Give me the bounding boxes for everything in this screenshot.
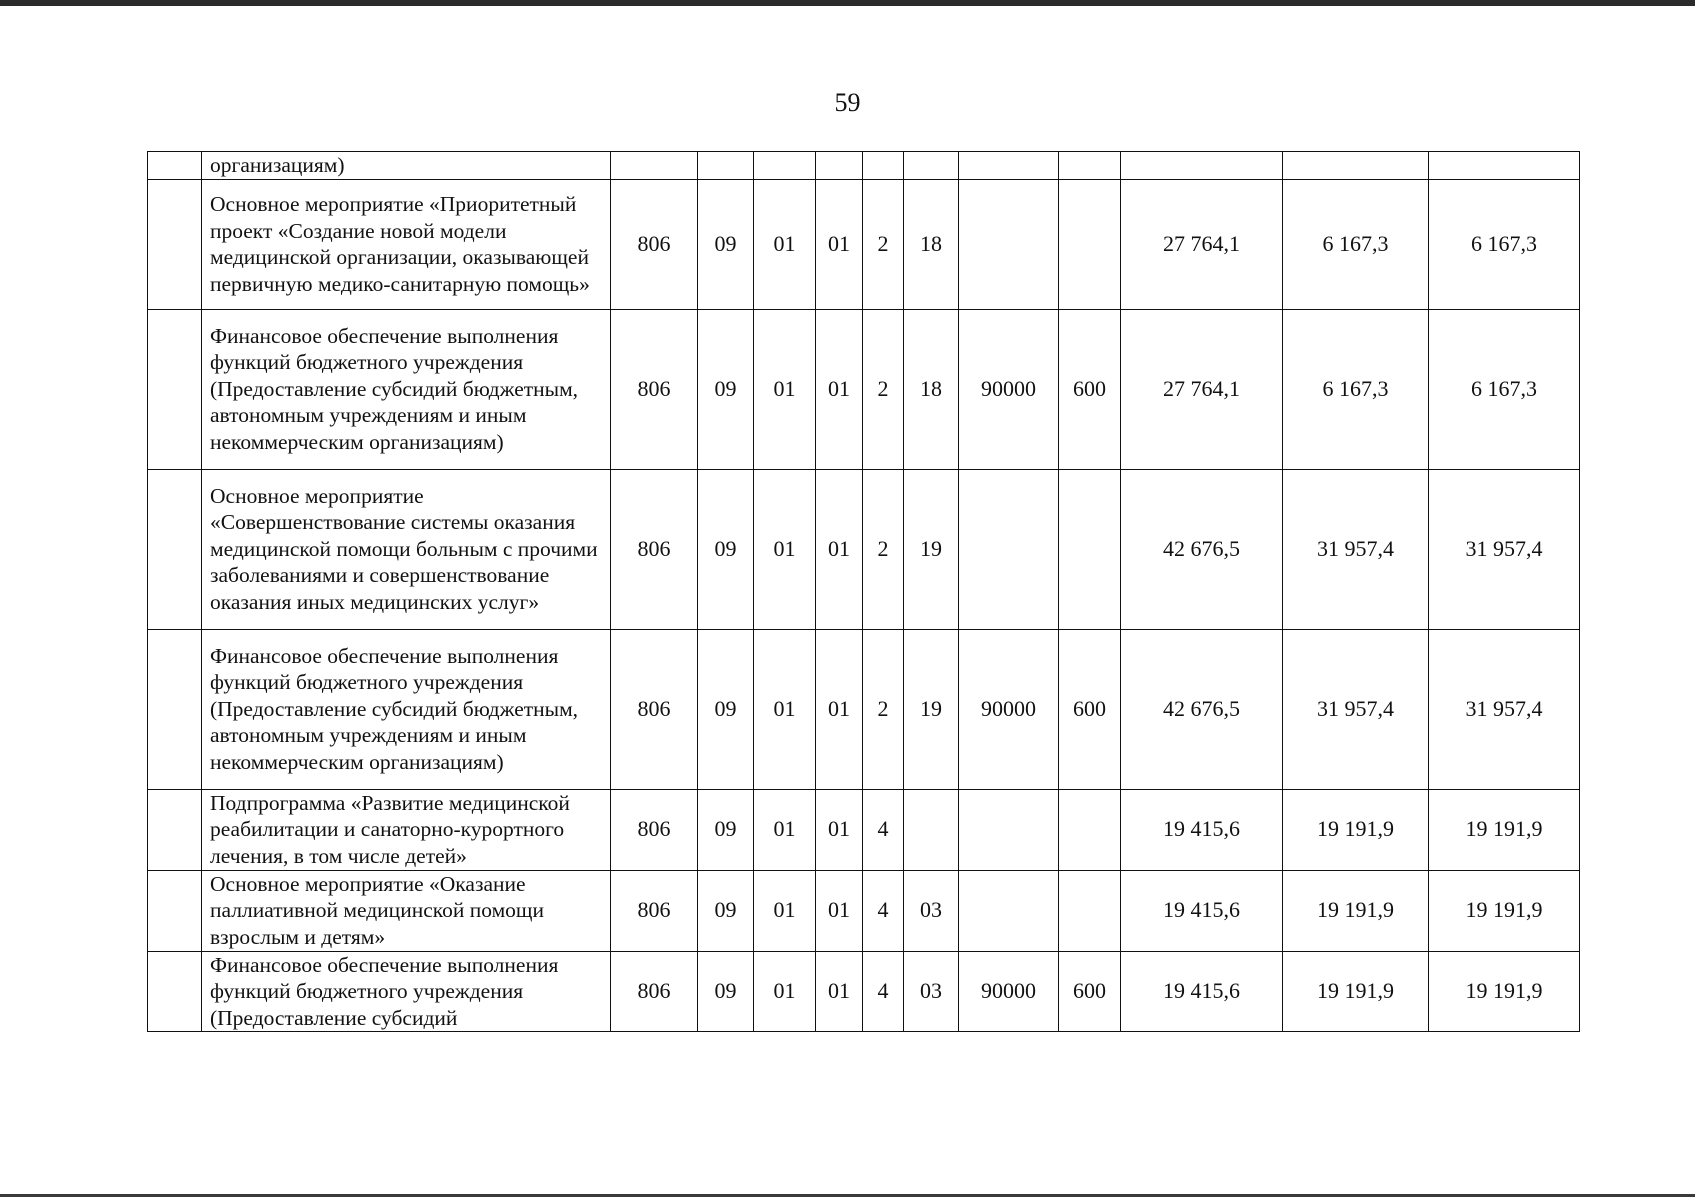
cell-measure [904,152,959,180]
cell-description: Основное мероприятие «Приоритетный проект «Создание новой модели медицинской организации, оказывающей первичную медико-санитарную помощь» [202,179,611,309]
cell-direction [959,789,1059,870]
table-row [148,179,1580,309]
cell-amount-2 [1283,152,1429,180]
cell-section: 09 [698,951,754,1032]
cell-subsection: 01 [754,309,816,469]
cell-amount-3: 6 167,3 [1429,309,1580,469]
table-row [148,152,1580,180]
cell-expense-type: 600 [1059,309,1121,469]
cell-direction [959,870,1059,951]
cell-ministry-code: 806 [611,789,698,870]
cell-program: 01 [816,870,863,951]
cell-section: 09 [698,469,754,629]
table-body [148,152,1580,1032]
cell-amount-3: 6 167,3 [1429,179,1580,309]
cell-amount-1 [1121,152,1283,180]
cell-program: 01 [816,469,863,629]
cell-number [148,789,202,870]
cell-subsection: 01 [754,179,816,309]
cell-expense-type [1059,789,1121,870]
cell-amount-2: 31 957,4 [1283,629,1429,789]
cell-ministry-code: 806 [611,951,698,1032]
budget-table [147,151,1580,1032]
cell-amount-1: 19 415,6 [1121,870,1283,951]
cell-description: Подпрограмма «Развитие медицинской реабилитации и санаторно-курортного лечения, в том числе детей» [202,789,611,870]
cell-description: Финансовое обеспечение выполнения функций бюджетного учреждения (Предоставление субсидий бюджетным, автономным учреждениям и иным некоммерческим организациям) [202,309,611,469]
table-row [148,469,1580,629]
cell-amount-3: 31 957,4 [1429,469,1580,629]
cell-subprogram: 4 [863,951,904,1032]
cell-program: 01 [816,629,863,789]
cell-subprogram: 2 [863,179,904,309]
cell-measure: 19 [904,469,959,629]
cell-amount-2: 6 167,3 [1283,179,1429,309]
cell-amount-2: 19 191,9 [1283,951,1429,1032]
cell-expense-type [1059,870,1121,951]
cell-direction [959,152,1059,180]
cell-section: 09 [698,629,754,789]
page-number: 59 [834,88,861,117]
cell-amount-1: 42 676,5 [1121,629,1283,789]
cell-description: Основное мероприятие «Совершенствование системы оказания медицинской помощи больным с прочими заболеваниями и совершенствование оказания иных медицинских услуг» [202,469,611,629]
cell-section: 09 [698,789,754,870]
cell-measure: 19 [904,629,959,789]
cell-amount-1: 19 415,6 [1121,951,1283,1032]
cell-direction: 90000 [959,629,1059,789]
cell-subsection: 01 [754,789,816,870]
cell-subsection [754,152,816,180]
cell-subsection: 01 [754,629,816,789]
cell-direction [959,469,1059,629]
cell-program [816,152,863,180]
cell-number [148,309,202,469]
cell-number [148,870,202,951]
cell-amount-2: 19 191,9 [1283,870,1429,951]
cell-subprogram: 2 [863,629,904,789]
cell-section: 09 [698,870,754,951]
table-row [148,789,1580,870]
cell-subsection: 01 [754,951,816,1032]
table-row [148,870,1580,951]
cell-ministry-code: 806 [611,179,698,309]
cell-ministry-code: 806 [611,309,698,469]
cell-measure [904,789,959,870]
cell-amount-1: 42 676,5 [1121,469,1283,629]
cell-program: 01 [816,309,863,469]
cell-direction: 90000 [959,309,1059,469]
cell-amount-2: 6 167,3 [1283,309,1429,469]
cell-subprogram: 4 [863,789,904,870]
cell-section: 09 [698,179,754,309]
cell-description: Основное мероприятие «Оказание паллиативной медицинской помощи взрослым и детям» [202,870,611,951]
cell-number [148,629,202,789]
cell-ministry-code [611,152,698,180]
cell-description: организациям) [202,152,611,180]
cell-ministry-code: 806 [611,629,698,789]
cell-amount-2: 31 957,4 [1283,469,1429,629]
cell-direction: 90000 [959,951,1059,1032]
cell-section [698,152,754,180]
cell-subsection: 01 [754,469,816,629]
cell-measure: 18 [904,309,959,469]
cell-program: 01 [816,179,863,309]
cell-expense-type: 600 [1059,629,1121,789]
cell-description: Финансовое обеспечение выполнения функций бюджетного учреждения (Предоставление субсидий бюджетным, автономным учреждениям и иным некоммерческим организациям) [202,629,611,789]
table-row [148,309,1580,469]
scan-bottom-edge [0,1194,1695,1197]
cell-measure: 03 [904,951,959,1032]
cell-amount-3: 19 191,9 [1429,789,1580,870]
cell-ministry-code: 806 [611,870,698,951]
cell-description: Финансовое обеспечение выполнения функций бюджетного учреждения (Предоставление субсидий [202,951,611,1032]
cell-amount-1: 19 415,6 [1121,789,1283,870]
cell-number [148,152,202,180]
cell-expense-type [1059,469,1121,629]
cell-amount-3 [1429,152,1580,180]
cell-subprogram [863,152,904,180]
table-row [148,951,1580,1032]
cell-program: 01 [816,951,863,1032]
cell-measure: 18 [904,179,959,309]
cell-expense-type: 600 [1059,951,1121,1032]
cell-expense-type [1059,179,1121,309]
cell-measure: 03 [904,870,959,951]
cell-section: 09 [698,309,754,469]
cell-amount-3: 31 957,4 [1429,629,1580,789]
table-row [148,629,1580,789]
cell-ministry-code: 806 [611,469,698,629]
cell-expense-type [1059,152,1121,180]
cell-amount-1: 27 764,1 [1121,309,1283,469]
cell-direction [959,179,1059,309]
cell-subprogram: 2 [863,469,904,629]
cell-number [148,469,202,629]
cell-number [148,951,202,1032]
cell-subprogram: 2 [863,309,904,469]
cell-amount-3: 19 191,9 [1429,951,1580,1032]
cell-subprogram: 4 [863,870,904,951]
cell-number [148,179,202,309]
cell-amount-1: 27 764,1 [1121,179,1283,309]
cell-amount-2: 19 191,9 [1283,789,1429,870]
cell-subsection: 01 [754,870,816,951]
scan-top-edge [0,0,1695,6]
cell-program: 01 [816,789,863,870]
cell-amount-3: 19 191,9 [1429,870,1580,951]
